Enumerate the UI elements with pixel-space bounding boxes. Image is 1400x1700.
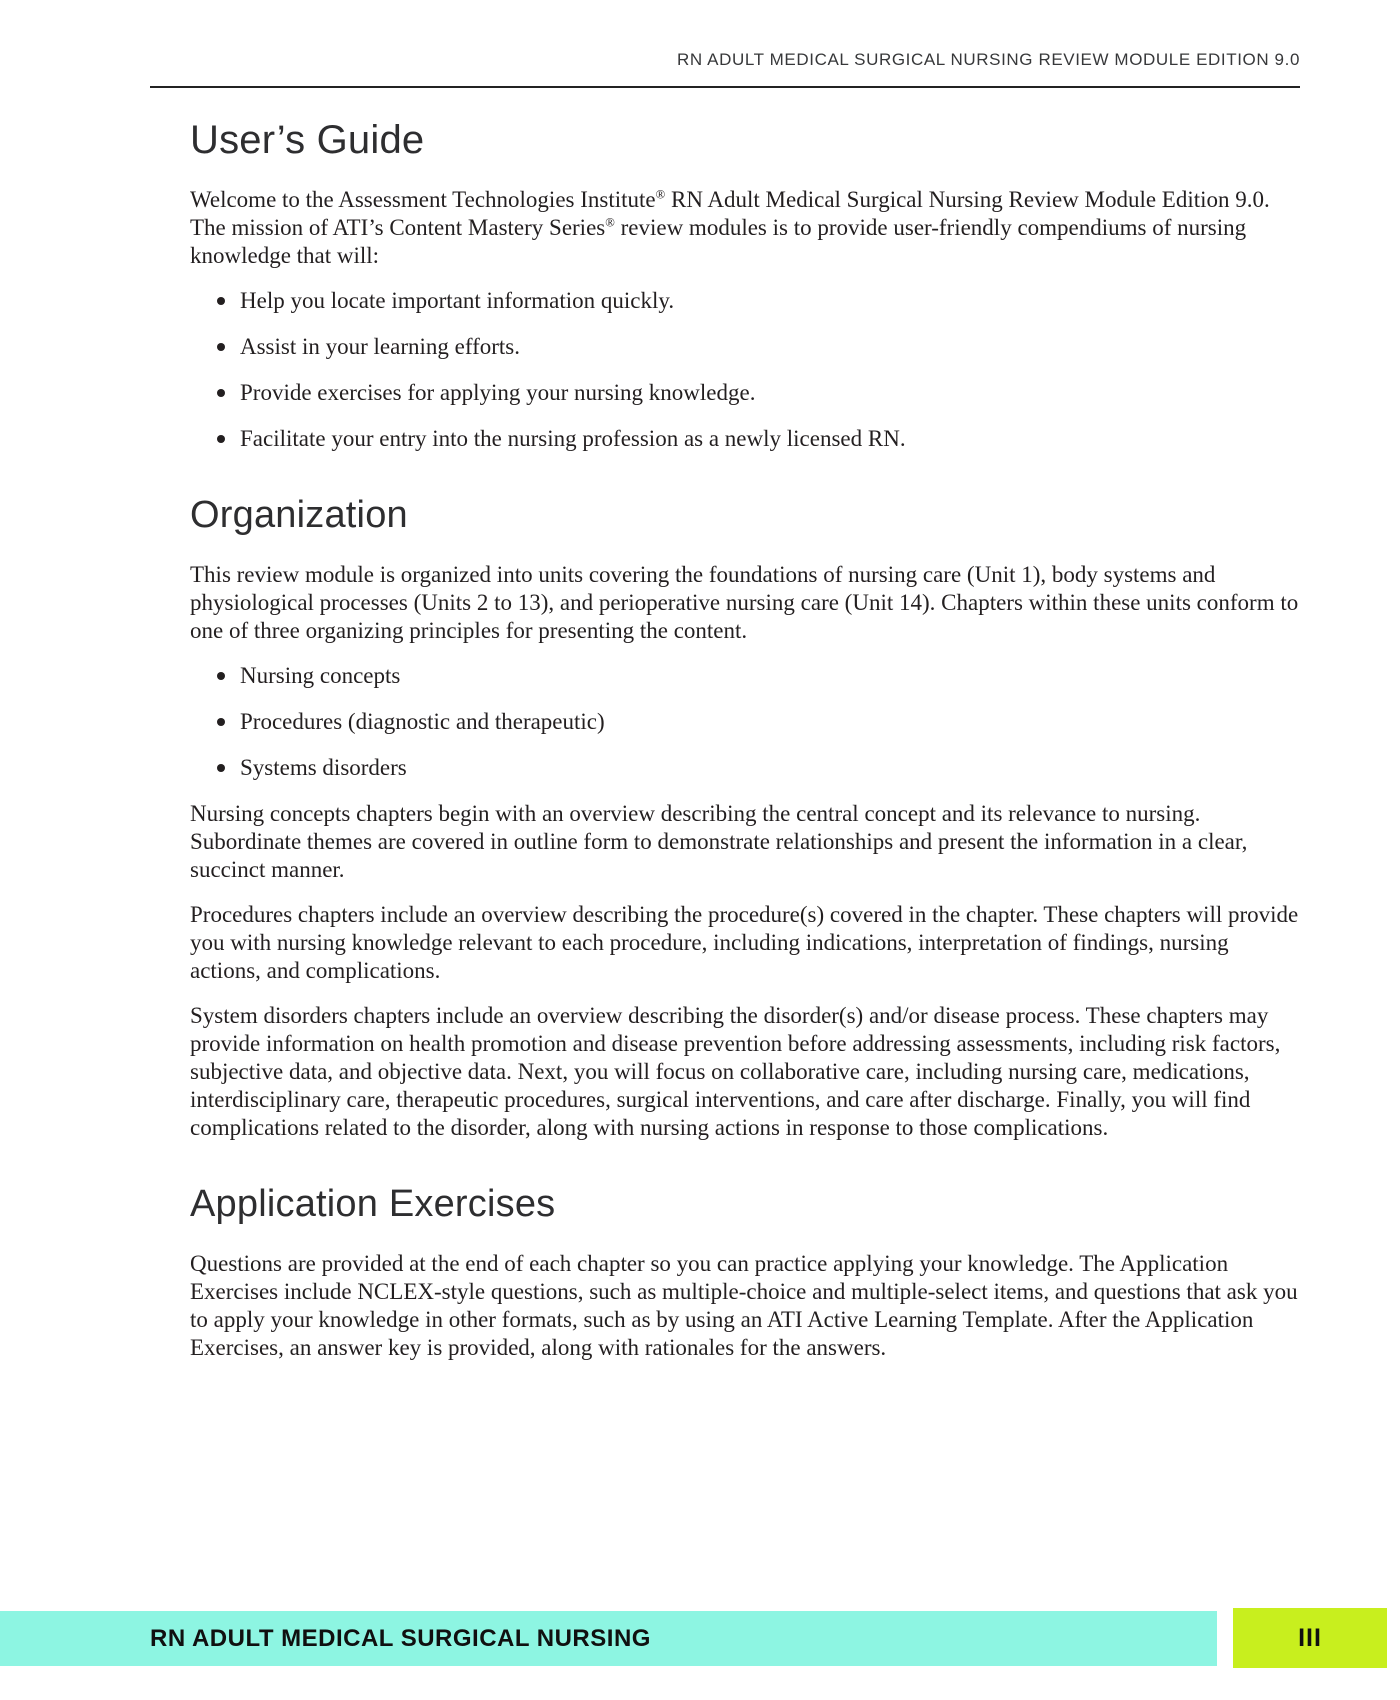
bullet-icon <box>217 343 225 351</box>
bullet-icon <box>217 435 225 443</box>
users-guide-bullet-list <box>190 287 1302 453</box>
section-title-organization: Organization <box>190 494 408 536</box>
list-item <box>190 425 1302 453</box>
running-header: RN ADULT MEDICAL SURGICAL NURSING REVIEW MODULE EDITION 9.0 <box>677 50 1300 69</box>
paragraph-nursing-concepts: Nursing concepts chapters begin with an overview describing the central concept and its relevance to nursing. Subordinate themes are covered in outline form to demonstrate relationships and present the information in a clear, succinct manner. <box>190 801 1248 882</box>
bullet-icon <box>217 297 225 305</box>
page-content <box>190 118 1302 1379</box>
bullet-icon <box>217 672 225 680</box>
bullet-icon <box>217 389 225 397</box>
footer-book-title: RN ADULT MEDICAL SURGICAL NURSING <box>150 1624 651 1652</box>
footer-bar <box>0 1611 1217 1666</box>
list-item-text: Help you locate important information quickly. <box>240 288 675 313</box>
list-item-text: Nursing concepts <box>240 663 401 688</box>
paragraph-users-guide-intro: Welcome to the Assessment Technologies Institute® RN Adult Medical Surgical Nursing Review Module Edition 9.0. The mission of ATI’s Content Mastery Series® review modules is to provide user-friendly compendiums of nursing knowledge that will: <box>190 187 1270 268</box>
list-item <box>190 333 1302 361</box>
bullet-icon <box>217 764 225 772</box>
list-item-text: Facilitate your entry into the nursing profession as a newly licensed RN. <box>240 426 906 451</box>
list-item <box>190 287 1302 315</box>
header-rule <box>150 86 1300 88</box>
list-item-text: Procedures (diagnostic and therapeutic) <box>240 709 605 734</box>
list-item-text: Provide exercises for applying your nursing knowledge. <box>240 380 756 405</box>
paragraph-procedures: Procedures chapters include an overview describing the procedure(s) covered in the chapter. These chapters will provide you with nursing knowledge relevant to each procedure, including indications, interpretation of findings, nursing actions, and complications. <box>190 902 1299 983</box>
list-item <box>190 379 1302 407</box>
bullet-icon <box>217 718 225 726</box>
list-item-text: Assist in your learning efforts. <box>240 334 521 359</box>
list-item-text: Systems disorders <box>240 755 407 780</box>
section-title-users-guide: User’s Guide <box>190 118 425 162</box>
organization-bullet-list <box>190 662 1302 782</box>
section-title-application-exercises: Application Exercises <box>190 1183 556 1225</box>
paragraph-organization-intro: This review module is organized into units covering the foundations of nursing care (Unit 1), body systems and physiological processes (Units 2 to 13), and perioperative nursing care (Unit 14). Chapters within these units conform to one of three organizing principles for presenting the content. <box>190 562 1299 643</box>
page-number: III <box>1298 1623 1322 1652</box>
list-item <box>190 662 1302 690</box>
page-number-badge <box>1233 1608 1387 1668</box>
paragraph-application-exercises-intro: Questions are provided at the end of each chapter so you can practice applying your knowledge. The Application Exercises include NCLEX-style questions, such as multiple-choice and multiple-select items, and questions that ask you to apply your knowledge in other formats, such as by using an ATI Active Learning Template. After the Application Exercises, an answer key is provided, along with rationales for the answers. <box>190 1251 1298 1360</box>
paragraph-system-disorders: System disorders chapters include an overview describing the disorder(s) and/or disease process. These chapters may provide information on health promotion and disease prevention before addressing assessments, including risk factors, subjective data, and objective data. Next, you will focus on collaborative care, including nursing care, medications, interdisciplinary care, therapeutic procedures, surgical interventions, and care after discharge. Finally, you will find complications related to the disorder, along with nursing actions in response to those complications. <box>190 1003 1281 1140</box>
list-item <box>190 708 1302 736</box>
list-item <box>190 754 1302 782</box>
